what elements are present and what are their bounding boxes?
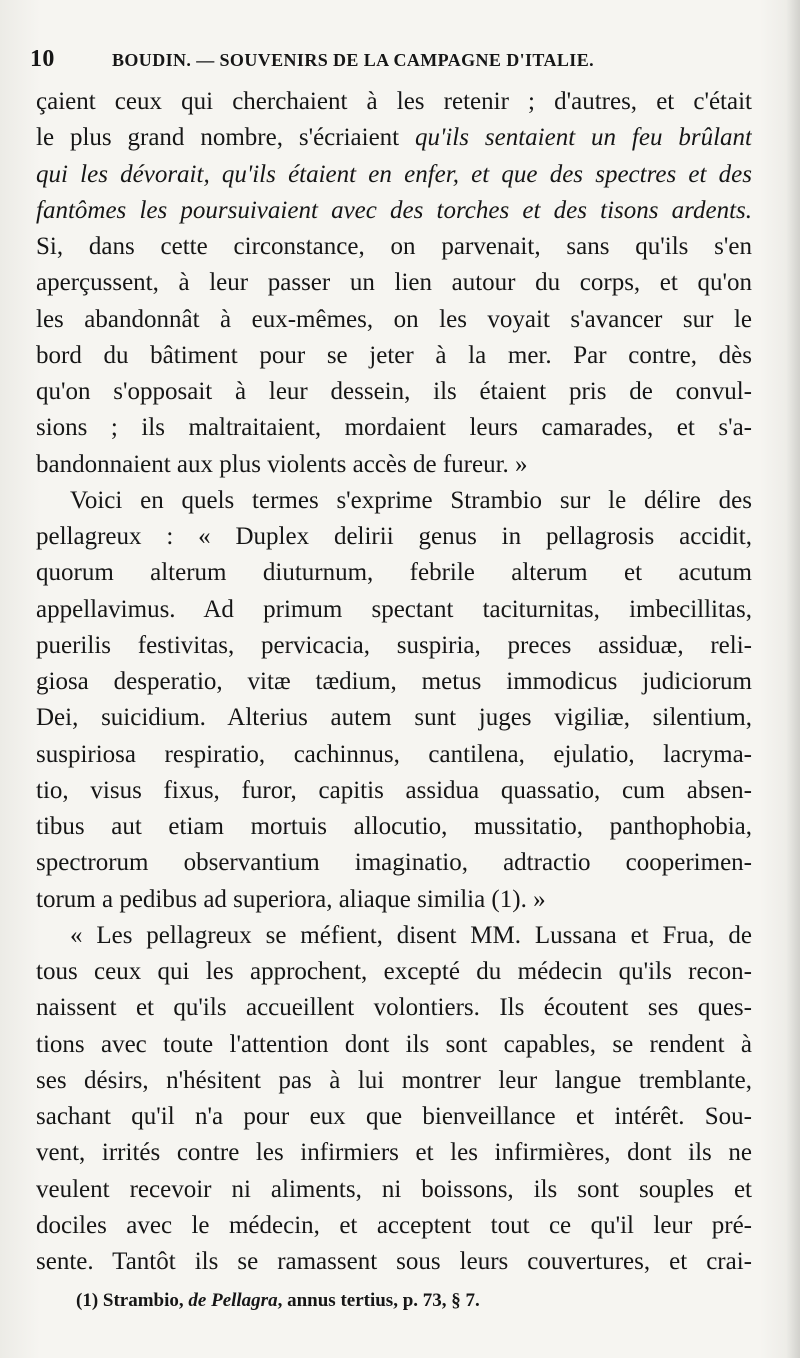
footnote-rest: , annus tertius, p. 73, § 7. xyxy=(277,1290,480,1311)
text-line: çaient ceux qui cherchaient à les retenir ; d'autres, et c'était xyxy=(36,88,752,115)
text-line: « Les pellagreux se méfient, disent MM. Lussana et Frua, de xyxy=(70,921,752,949)
text-line: les abandonnât à eux-mêmes, on les voyait s'avancer sur le xyxy=(36,305,752,333)
running-head: BOUDIN. — SOUVENIRS DE LA CAMPAGNE D'ITALIE. xyxy=(112,50,594,70)
text-line: veulent recevoir ni aliments, ni boissons, ils sont souples et xyxy=(36,1175,752,1203)
text-line: Voici en quels termes s'exprime Strambio sur le délire des xyxy=(70,486,752,514)
text-line: spectrorum observantium imaginatio, adtractio cooperimen- xyxy=(36,849,752,877)
text-line: naissent et qu'ils accueillent volontiers. Ils écoutent ses ques- xyxy=(36,994,752,1022)
text-line: Dei, suicidium. Alterius autem sunt juges vigiliæ, silentium, xyxy=(36,704,752,732)
text-line: bord du bâtiment pour se jeter à la mer. Par contre, dès xyxy=(36,341,752,369)
text-line: quorum alterum diuturnum, febrile alterum et acutum xyxy=(36,559,752,587)
text-line: Si, dans cette circonstance, on parvenait, sans qu'ils s'en xyxy=(36,233,752,260)
page-number: 10 xyxy=(30,46,55,72)
text-line: ses désirs, n'hésitent pas à lui montrer leur langue tremblante, xyxy=(36,1066,752,1094)
italic-quote: qu'ils sentaient un feu brûlant xyxy=(415,124,752,152)
text-line: sachant qu'il n'a pour eux que bienveillance et intérêt. Sou- xyxy=(36,1103,752,1130)
footnote xyxy=(76,1286,756,1316)
text-line: suspiriosa respiratio, cachinnus, cantilena, ejulatio, lacryma- xyxy=(36,740,752,768)
body-text xyxy=(36,84,752,1280)
text-line: pellagreux : « Duplex delirii genus in pellagrosis accidit, xyxy=(36,523,752,550)
text-line: sente. Tantôt ils se ramassent sous leurs couvertures, et crai- xyxy=(36,1248,752,1275)
text-line: appellavimus. Ad primum spectant taciturnitas, imbecillitas, xyxy=(36,595,752,623)
text-line: giosa desperatio, vitæ tædium, metus immodicus judiciorum xyxy=(36,668,752,695)
text-line: tio, visus fixus, furor, capitis assidua quassatio, cum absen- xyxy=(36,776,752,804)
text-line: tions avec toute l'attention dont ils sont capables, se rendent à xyxy=(36,1030,752,1058)
footnote-title: de Pellagra xyxy=(188,1290,278,1311)
text-line: bandonnaient aux plus violents accès de fureur. » xyxy=(36,450,528,478)
text-line: aperçussent, à leur passer un lien autour du corps, et qu'on xyxy=(36,269,752,297)
text-line: vent, irrités contre les infirmiers et les infirmières, dont ils ne xyxy=(36,1139,752,1167)
text-line: fantômes les poursuivaient avec des torches et des tisons ardents. xyxy=(36,196,752,224)
page-header xyxy=(30,40,770,80)
text-line: torum a pedibus ad superiora, aliaque similia (1). » xyxy=(36,885,546,913)
footnote-marker: (1) Strambio, xyxy=(76,1290,189,1311)
text-line: tibus aut etiam mortuis allocutio, mussitatio, panthophobia, xyxy=(36,813,752,840)
text-line: dociles avec le médecin, et acceptent tout ce qu'il leur pré- xyxy=(36,1211,752,1239)
text-line: qu'on s'opposait à leur dessein, ils étaient pris de convul- xyxy=(36,378,752,405)
text-line: tous ceux qui les approchent, excepté du médecin qu'ils recon- xyxy=(36,958,752,985)
text-line: puerilis festivitas, pervicacia, suspiria, preces assiduæ, reli- xyxy=(36,631,752,659)
text-line: qui les dévorait, qu'ils étaient en enfer, et que des spectres et des xyxy=(36,160,752,188)
text-line: le plus grand nombre, s'écriaient qu'ils sentaient un feu brûlant xyxy=(36,124,752,152)
text-line: sions ; ils maltraitaient, mordaient leurs camarades, et s'a- xyxy=(36,414,752,442)
spine-shadow xyxy=(786,0,800,1358)
